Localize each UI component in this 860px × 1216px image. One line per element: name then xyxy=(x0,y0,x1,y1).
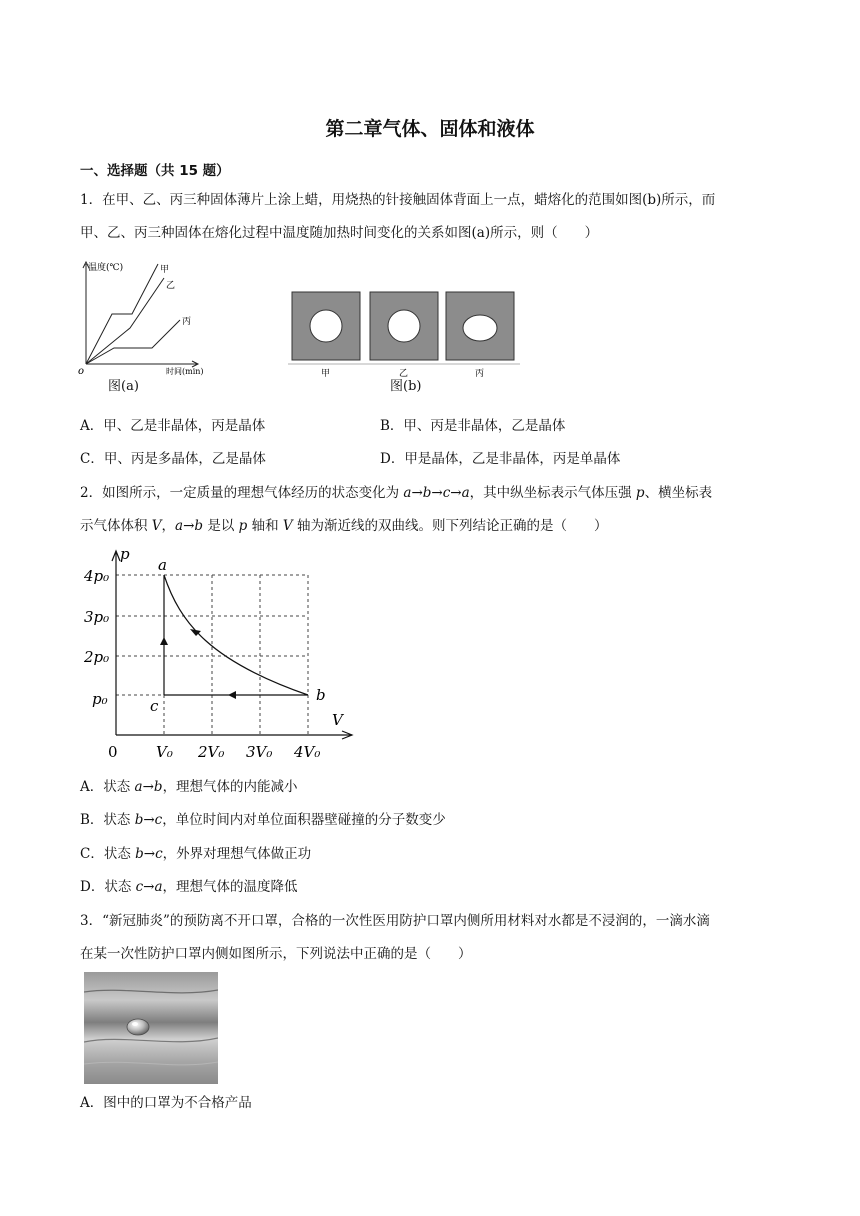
q1-figure-a xyxy=(74,258,204,378)
q2-option-d[interactable]: D．状态 c→a，理想气体的温度降低 xyxy=(80,879,298,895)
pv-xtick-4v0: 4V₀ xyxy=(294,743,321,761)
fig-a-series-jia: 甲 xyxy=(160,265,170,275)
q1-option-c[interactable]: C．甲、丙是多晶体，乙是晶体 xyxy=(80,451,266,467)
pv-origin: 0 xyxy=(108,743,118,761)
fig-b-label-bing: 丙 xyxy=(475,369,485,379)
pv-y-label: p xyxy=(120,545,130,563)
q2-option-b[interactable]: B．状态 b→c，单位时间内对单位面积器壁碰撞的分子数变少 xyxy=(80,812,446,828)
pv-arrow-ca xyxy=(160,637,168,645)
fig-a-curve-yi xyxy=(86,278,164,364)
q1-figure-b xyxy=(288,290,520,380)
pv-ytick-2p0: 2p₀ xyxy=(84,648,110,666)
fig-a-series-bing: 丙 xyxy=(182,317,192,327)
q1-option-b[interactable]: B．甲、丙是非晶体，乙是晶体 xyxy=(380,418,566,434)
q1-option-a[interactable]: A．甲、乙是非晶体，丙是晶体 xyxy=(80,418,266,434)
fig-a-ylabel: 温度(℃) xyxy=(88,263,124,273)
q3-option-a[interactable]: A．图中的口罩为不合格产品 xyxy=(80,1095,252,1111)
pv-xtick-3v0: 3V₀ xyxy=(246,743,273,761)
pv-ytick-p0: p₀ xyxy=(92,690,108,708)
q2-pv-graph xyxy=(80,545,370,767)
pv-grid xyxy=(116,575,308,735)
section-heading: 一、选择题（共 15 题） xyxy=(80,163,230,179)
fig-a-caption: 图(a) xyxy=(108,379,139,394)
pv-arrow-bc xyxy=(228,691,236,699)
q2-option-a[interactable]: A．状态 a→b，理想气体的内能减小 xyxy=(80,779,298,795)
fig-b-melt-bing xyxy=(463,315,497,341)
pv-ytick-3p0: 3p₀ xyxy=(84,608,110,626)
pv-xtick-v0: V₀ xyxy=(156,743,173,761)
fig-b-melt-yi xyxy=(388,310,420,342)
q2-stem-line-2: 示气体体积 V，a→b 是以 p 轴和 V 轴为渐近线的双曲线。则下列结论正确的是（ ） xyxy=(80,518,608,534)
q1-option-d[interactable]: D．甲是晶体，乙是非晶体，丙是单晶体 xyxy=(380,451,621,467)
pv-x-label: V xyxy=(332,711,343,729)
mask-water-drop-photo xyxy=(84,972,218,1084)
pv-point-b: b xyxy=(316,686,326,704)
pv-point-a: a xyxy=(158,556,167,574)
q3-stem-line-2: 在某一次性防护口罩内侧如图所示，下列说法中正确的是（ ） xyxy=(80,946,472,962)
q2-stem-line-1: 2．如图所示，一定质量的理想气体经历的状态变化为 a→b→c→a，其中纵坐标表示气体压强 p、横坐标表 xyxy=(80,485,713,501)
q1-stem-line-1: 1．在甲、乙、丙三种固体薄片上涂上蜡，用烧热的针接触固体背面上一点，蜡熔化的范围如图(b)所示，而 xyxy=(80,192,716,208)
fig-b-melt-jia xyxy=(310,310,342,342)
fig-a-curve-jia xyxy=(86,264,158,364)
fig-a-series-yi: 乙 xyxy=(166,281,176,291)
pv-xtick-2v0: 2V₀ xyxy=(198,743,225,761)
fig-a-curve-bing xyxy=(86,320,180,364)
water-drop xyxy=(127,1019,149,1035)
fig-b-label-yi: 乙 xyxy=(399,369,409,379)
q3-stem-line-1: 3．“新冠肺炎”的预防离不开口罩，合格的一次性医用防护口罩内侧所用材料对水都是不浸润的，一滴水滴 xyxy=(80,913,710,929)
fig-b-label-jia: 甲 xyxy=(321,369,331,379)
pv-curve-ab xyxy=(164,575,308,695)
page-title: 第二章气体、固体和液体 xyxy=(325,118,535,140)
q2-option-c[interactable]: C．状态 b→c，外界对理想气体做正功 xyxy=(80,846,312,862)
fig-b-caption: 图(b) xyxy=(390,379,422,394)
fig-a-xlabel: 时间(min) xyxy=(166,367,204,376)
pv-point-c: c xyxy=(150,697,159,715)
q1-stem-line-2: 甲、乙、丙三种固体在熔化过程中温度随加热时间变化的关系如图(a)所示，则（ ） xyxy=(80,225,599,241)
pv-ytick-4p0: 4p₀ xyxy=(84,567,110,585)
fig-a-origin: o xyxy=(78,366,85,377)
